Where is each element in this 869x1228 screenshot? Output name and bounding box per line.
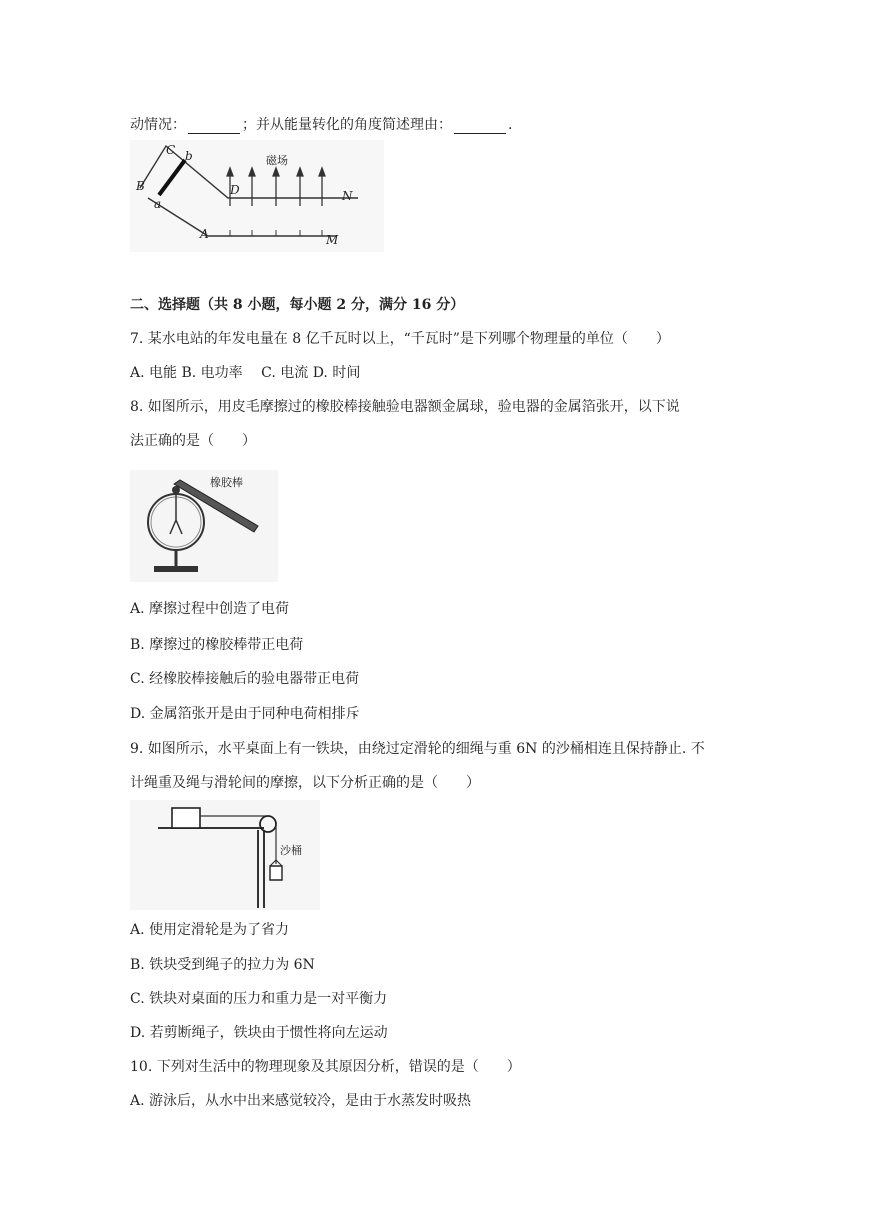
label-rubber-rod: 橡胶棒 bbox=[210, 476, 243, 489]
q8-option-d[interactable]: D. 金属箔张开是由于同种电荷相排斥 bbox=[130, 706, 360, 722]
q8-option-b[interactable]: B. 摩擦过的橡胶棒带正电荷 bbox=[130, 637, 304, 653]
section2-heading: 二、选择题（共 8 小题，每小题 2 分，满分 16 分） bbox=[130, 297, 465, 313]
label-a: a bbox=[154, 197, 162, 211]
q7-option-a[interactable]: A. 电能 bbox=[130, 365, 178, 381]
pulley-figure bbox=[130, 800, 320, 910]
q10-option-a[interactable]: A. 游泳后，从水中出来感觉较冷，是由于水蒸发时吸热 bbox=[130, 1093, 472, 1109]
q6-text-1: 动情况： bbox=[130, 117, 186, 133]
answer-blank-2[interactable] bbox=[454, 119, 506, 134]
label-M: M bbox=[326, 233, 339, 247]
q9-option-d[interactable]: D. 若剪断绳子，铁块由于惯性将向左运动 bbox=[130, 1025, 388, 1041]
rail-magnetic-field-figure bbox=[130, 140, 384, 252]
q9-option-c[interactable]: C. 铁块对桌面的压力和重力是一对平衡力 bbox=[130, 991, 388, 1007]
q7-option-c[interactable]: C. 电流 bbox=[261, 365, 309, 381]
q6-text-2: ；并从能量转化的角度简述理由： bbox=[242, 117, 452, 133]
label-sand-bucket: 沙桶 bbox=[280, 844, 302, 857]
q8-option-a[interactable]: A. 摩擦过程中创造了电荷 bbox=[130, 601, 290, 617]
label-B: B bbox=[136, 179, 145, 193]
q8-stem-line2: 法正确的是（ ） bbox=[130, 433, 256, 449]
q9-option-a[interactable]: A. 使用定滑轮是为了省力 bbox=[130, 922, 290, 938]
q7-stem: 7. 某水电站的年发电量在 8 亿千瓦时以上，“千瓦时”是下列哪个物理量的单位（ ） bbox=[130, 331, 670, 347]
label-A: A bbox=[200, 227, 209, 241]
q9-stem-line2: 计绳重及绳与滑轮间的摩擦，以下分析正确的是（ ） bbox=[130, 775, 480, 791]
label-N: N bbox=[342, 189, 353, 203]
q10-stem: 10. 下列对生活中的物理现象及其原因分析，错误的是（ ） bbox=[130, 1059, 521, 1075]
q8-option-c[interactable]: C. 经橡胶棒接触后的验电器带正电荷 bbox=[130, 671, 360, 687]
answer-blank-1[interactable] bbox=[188, 119, 240, 134]
q7-option-d[interactable]: D. 时间 bbox=[312, 365, 361, 381]
q9-option-b[interactable]: B. 铁块受到绳子的拉力为 6N bbox=[130, 957, 315, 973]
label-D: D bbox=[230, 183, 240, 197]
q8-stem-line1: 8. 如图所示，用皮毛摩擦过的橡胶棒接触验电器额金属球，验电器的金属箔张开，以下说 bbox=[130, 399, 680, 415]
q6-tail-line bbox=[130, 116, 512, 134]
label-b: b bbox=[185, 149, 193, 163]
q7-options bbox=[130, 364, 360, 382]
q7-option-b[interactable]: B. 电功率 bbox=[181, 365, 243, 381]
label-C: C bbox=[166, 143, 176, 157]
label-field: 磁场 bbox=[266, 154, 288, 167]
q6-text-3: . bbox=[508, 117, 513, 133]
q9-stem-line1: 9. 如图所示，水平桌面上有一铁块，由绕过定滑轮的细绳与重 6N 的沙桶相连且保持静止. 不 bbox=[130, 741, 705, 757]
electroscope-figure bbox=[130, 470, 278, 582]
